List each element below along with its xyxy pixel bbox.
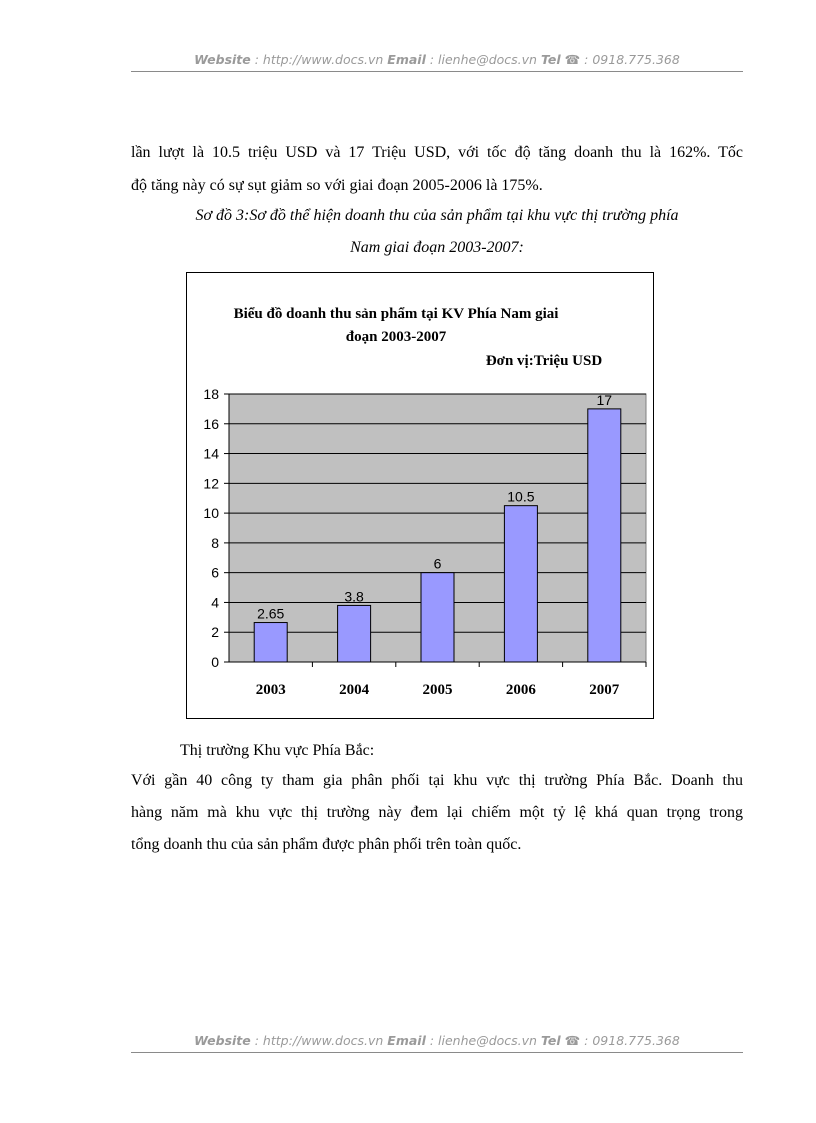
bar-value-label: 17 [596, 391, 613, 408]
bar [421, 573, 454, 662]
header-website-label: Website [194, 52, 251, 67]
revenue-chart [186, 272, 654, 719]
footer-email-value: : lienhe@docs.vn [425, 1033, 541, 1048]
chart-title-line-1: Biểu đồ doanh thu sản phẩm tại KV Phía Nam giai [233, 306, 559, 322]
y-tick-label: 18 [203, 386, 219, 402]
footer-email-label: Email [387, 1033, 426, 1048]
body-line-1: Với gần 40 công ty tham gia phân phối tại khu vực thị trường Phía Bắc. Doanh thu [131, 772, 743, 789]
chart-unit-label: Đơn vị:Triệu USD [485, 353, 603, 369]
chart-caption-line-1: Sơ đồ 3:Sơ đồ thể hiện doanh thu của sản phẩm tại khu vực thị trường phía [195, 207, 679, 224]
header-divider [131, 71, 743, 72]
y-tick-label: 6 [211, 564, 219, 581]
page-header [131, 52, 743, 67]
x-tick-label: 2006 [505, 682, 536, 698]
bar [254, 623, 287, 662]
page-footer [131, 1033, 743, 1048]
chart-canvas [187, 273, 653, 718]
section-heading: Thị trường Khu vực Phía Bắc: [180, 742, 375, 759]
plot-area [203, 386, 646, 698]
footer-divider [131, 1052, 743, 1053]
x-tick-label: 2004 [339, 682, 370, 698]
y-tick-label: 8 [211, 534, 219, 551]
x-tick-label: 2003 [255, 682, 286, 698]
bar-value-label: 6 [433, 555, 442, 572]
bar [588, 409, 621, 662]
chart-caption-line-2: Nam giai đoạn 2003-2007: [350, 239, 524, 256]
x-tick-label: 2007 [589, 682, 620, 698]
header-email-value: : lienhe@docs.vn [425, 52, 541, 67]
bar-value-label: 2.65 [257, 605, 285, 622]
y-tick-label: 2 [211, 624, 219, 641]
phone-icon: ☎ [564, 52, 581, 67]
intro-line-1: lần lượt là 10.5 triệu USD và 17 Triệu USD, với tốc độ tăng doanh thu là 162%. Tốc [131, 144, 743, 161]
chart-title-line-2: đoạn 2003-2007 [345, 329, 447, 345]
footer-website-label: Website [194, 1033, 251, 1048]
bar-value-label: 10.5 [507, 488, 535, 505]
footer-website-url: : http://www.docs.vn [250, 1033, 388, 1048]
y-tick-label: 16 [203, 415, 219, 432]
phone-icon: ☎ [564, 1033, 581, 1048]
footer-tel-value: : 0918.775.368 [580, 1033, 680, 1048]
y-tick-label: 4 [211, 594, 219, 611]
header-email-label: Email [387, 52, 426, 67]
y-tick-label: 12 [203, 475, 219, 492]
y-tick-label: 0 [211, 654, 219, 670]
x-tick-label: 2005 [422, 682, 453, 698]
body-line-3: tổng doanh thu của sản phẩm được phân phối trên toàn quốc. [131, 836, 522, 853]
bar-value-label: 3.8 [344, 588, 364, 605]
intro-line-2: độ tăng này có sự sụt giảm so với giai đoạn 2005-2006 là 175%. [131, 177, 543, 194]
y-tick-label: 14 [203, 445, 219, 462]
footer-tel-label: Tel [540, 1033, 561, 1048]
y-tick-label: 10 [203, 505, 219, 522]
bar [338, 605, 371, 662]
header-tel-value: : 0918.775.368 [580, 52, 680, 67]
header-tel-label: Tel [540, 52, 561, 67]
bar [504, 506, 537, 662]
header-website-url: : http://www.docs.vn [250, 52, 388, 67]
body-line-2: hàng năm mà khu vực thị trường này đem lại chiếm một tỷ lệ khá quan trọng trong [131, 804, 743, 821]
